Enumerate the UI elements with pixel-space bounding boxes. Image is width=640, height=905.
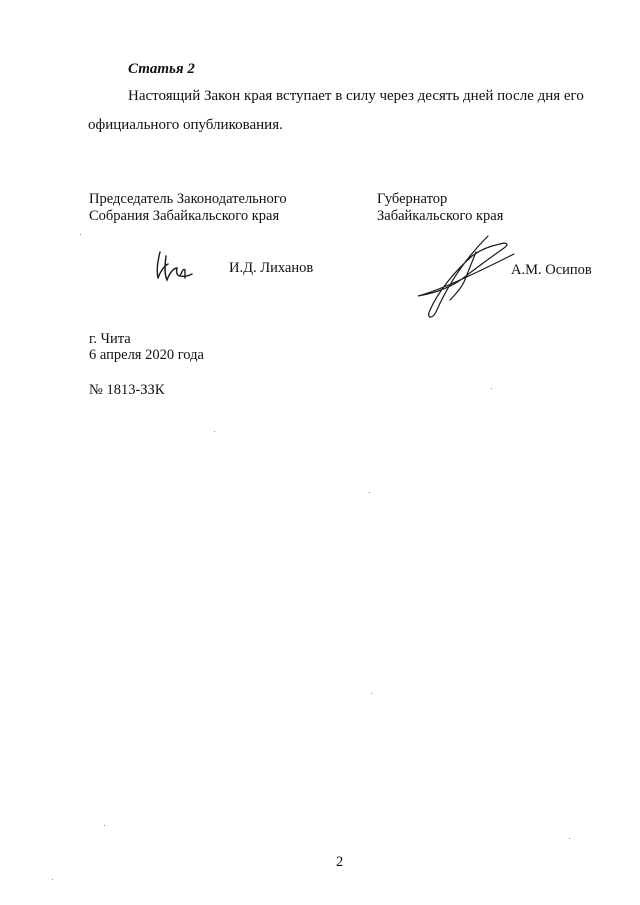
date: 6 апреля 2020 года (89, 347, 204, 363)
article-text-line-1: Настоящий Закон края вступает в силу через десять дней после дня его (128, 88, 584, 104)
scan-speck (369, 492, 370, 493)
scan-speck (371, 693, 372, 694)
governor-name: А.М. Осипов (511, 262, 592, 278)
scan-speck (214, 431, 215, 432)
governor-title-line-2: Забайкальского края (377, 208, 504, 224)
chair-name: И.Д. Лиханов (229, 260, 314, 276)
place: г. Чита (89, 331, 131, 347)
page-number: 2 (336, 854, 344, 870)
governor-title (377, 191, 503, 225)
chair-title-line-1: Председатель Законодательного (89, 191, 287, 207)
article-heading: Статья 2 (128, 61, 195, 77)
chair-title-line-2: Собрания Забайкальского края (89, 208, 280, 224)
governor-signature (410, 232, 520, 322)
law-number: № 1813-ЗЗК (89, 382, 165, 398)
scan-speck (104, 825, 105, 826)
chair-title (89, 191, 287, 225)
scan-speck (569, 838, 570, 839)
chair-signature (150, 248, 198, 288)
governor-title-line-1: Губернатор (377, 191, 448, 207)
scan-speck (52, 879, 53, 880)
scan-speck (491, 388, 492, 389)
scan-speck (80, 234, 81, 235)
article-text-line-2: официального опубликования. (88, 117, 283, 133)
